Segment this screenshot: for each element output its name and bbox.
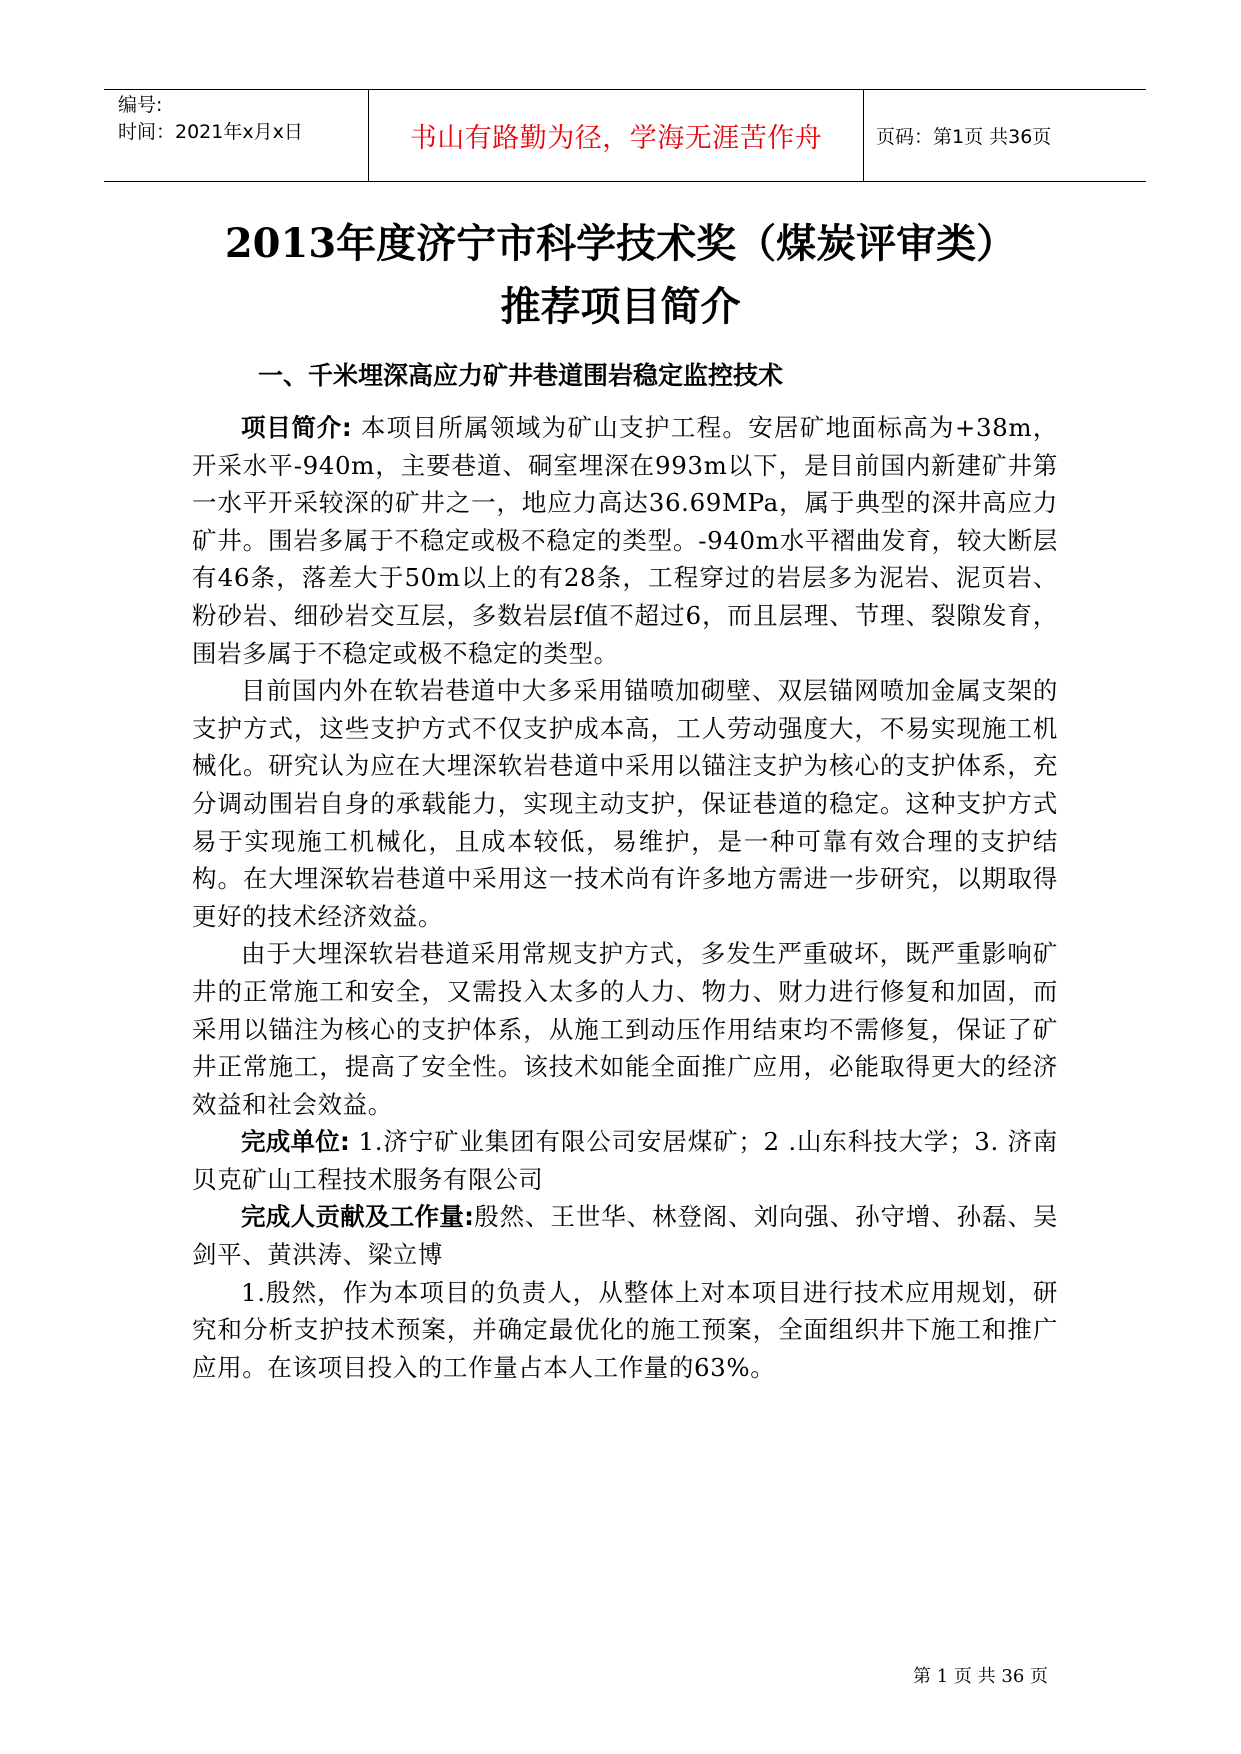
document-header (104, 89, 1146, 182)
document-body (192, 409, 1058, 1386)
document-title-line1: 2013年度济宁市科学技术奖（煤炭评审类） (224, 220, 1017, 267)
person-1-paragraph: 1.殷然，作为本项目的负责人，从整体上对本项目进行技术应用规划，研究和分析支护技术预案，并确定最优化的施工预案，全面组织井下施工和推广应用。在该项目投入的工作量占本人工作量的63%。 (192, 1277, 1058, 1382)
header-motto: 书山有路勤为径，学海无涯苦作舟 (369, 90, 864, 181)
unit-paragraph (192, 1123, 1058, 1198)
unit-text: 1.济宁矿业集团有限公司安居煤矿；2 .山东科技大学；3. 济南贝克矿山工程技术服务有限公司 (192, 1127, 1058, 1194)
document-title-line2: 推荐项目简介 (500, 283, 741, 330)
document-number-label: 编号: (118, 94, 163, 116)
intro-label: 项目简介: (241, 413, 352, 442)
paragraph-3: 由于大埋深软岩巷道采用常规支护方式，多发生严重破坏，既严重影响矿井的正常施工和安全，又需投入太多的人力、物力、财力进行修复和加固，而采用以锚注为核心的支护体系，从施工到动压作用结束均不需修复，保证了矿井正常施工，提高了安全性。该技术如能全面推广应用，必能取得更大的经济效益和社会效益。 (192, 939, 1058, 1119)
unit-label: 完成单位: (241, 1127, 350, 1157)
intro-text: 本项目所属领域为矿山支护工程。安居矿地面标高为+38m，开采水平-940m，主要巷道、硐室埋深在993m以下，是目前国内新建矿井第一水平开采较深的矿井之一，地应力高达36.69MPa，属于典型的深井高应力矿井。围岩多属于不稳定或极不稳定的类型。-940m水平褶曲发育，较大断层有46条，落差大于50m以上的有28条，工程穿过的岩层多为泥岩、泥页岩、粉砂岩、细砂岩交互层，多数岩层f值不超过6，而且层理、节理、裂隙发育，围岩多属于不稳定或极不稳定的类型。 (192, 413, 1058, 668)
page-footer: 第 1 页 共 36 页 (913, 1666, 1048, 1687)
contributors-text: 殷然、王世华、林登阁、刘向强、孙守增、孙磊、吴剑平、黄洪涛、梁立博 (192, 1202, 1058, 1270)
header-page-label: 页码：第1页 共36页 (876, 126, 1052, 148)
contributors-paragraph (192, 1198, 1058, 1273)
contributors-label: 完成人贡献及工作量: (241, 1202, 474, 1232)
document-time-label: 时间：2021年x月x日 (118, 121, 303, 143)
paragraph-2: 目前国内外在软岩巷道中大多采用锚喷加砌壁、双层锚网喷加金属支架的支护方式，这些支护方式不仅支护成本高，工人劳动强度大，不易实现施工机械化。研究认为应在大埋深软岩巷道中采用以锚注支护为核心的支护体系，充分调动围岩自身的承载能力，实现主动支护，保证巷道的稳定。这种支护方式易于实现施工机械化，且成本较低，易维护，是一种可靠有效合理的支护结构。在大埋深软岩巷道中采用这一技术尚有许多地方需进一步研究，以期取得更好的技术经济效益。 (192, 676, 1058, 931)
header-meta-cell (104, 90, 369, 181)
section-heading: 一、千米埋深高应力矿井巷道围岩稳定监控技术 (258, 361, 784, 390)
intro-paragraph (192, 409, 1058, 672)
